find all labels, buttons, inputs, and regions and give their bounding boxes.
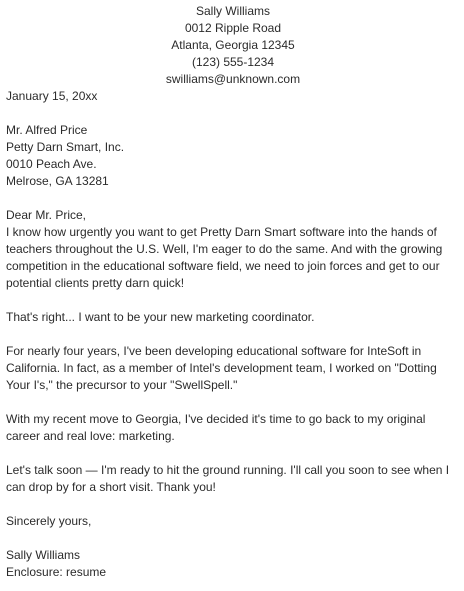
recipient-name: Mr. Alfred Price	[6, 123, 88, 137]
sender-phone: (123) 555-1234	[191, 55, 275, 69]
recipient-address	[6, 122, 462, 190]
recipient-city: Melrose, GA 13281	[6, 174, 109, 188]
sender-city: Atlanta, Georgia 12345	[171, 38, 295, 52]
sender-email: swilliams@unknown.com	[165, 72, 301, 86]
sender-header	[4, 3, 462, 88]
sender-street: 0012 Ripple Road	[184, 21, 282, 35]
enclosure-note: Enclosure: resume	[6, 565, 107, 579]
sender-name: Sally Williams	[195, 4, 270, 18]
body-paragraph-4: With my recent move to Georgia, I've decided it's time to go back to my original career and real love: marketing.	[6, 412, 426, 443]
letter-date: January 15, 20xx	[6, 89, 98, 103]
signature-block	[6, 547, 462, 581]
body-paragraph-3: For nearly four years, I've been developing educational software for InteSoft in California. In fact, as a member of Intel's development team, I worked on "Dotting Your I's," the precursor to your "SwellSpell."	[6, 344, 437, 392]
body-paragraph-2: That's right... I want to be your new marketing coordinator.	[6, 310, 315, 324]
body-paragraph-1: I know how urgently you want to get Pretty Darn Smart software into the hands of teachers throughout the U.S. Well, I'm eager to do the same. And with the growing competition in the educational software field, we need to join forces and get to our potential clients pretty darn quick!	[6, 225, 443, 290]
salutation: Dear Mr. Price,	[6, 208, 87, 222]
body-paragraph-5: Let's talk soon — I'm ready to hit the ground running. I'll call you soon to see when I can drop by for a short visit. Thank you!	[6, 463, 450, 494]
recipient-company: Petty Darn Smart, Inc.	[6, 140, 125, 154]
closing: Sincerely yours,	[6, 514, 92, 528]
recipient-street: 0010 Peach Ave.	[6, 157, 97, 171]
cover-letter	[6, 3, 462, 581]
signature-name: Sally Williams	[6, 548, 81, 562]
